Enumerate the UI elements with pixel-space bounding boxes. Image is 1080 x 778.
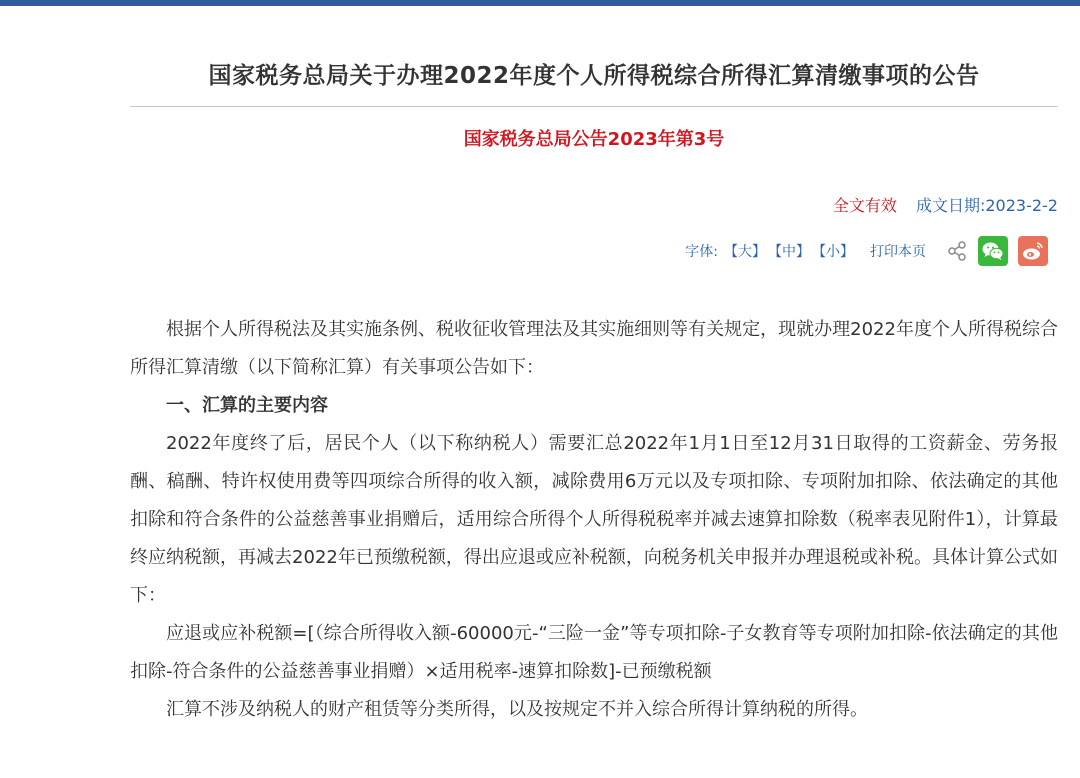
document-number: 国家税务总局公告2023年第3号 xyxy=(463,129,725,150)
font-size-large-button[interactable]: 【大】 xyxy=(724,244,766,260)
document-meta xyxy=(833,194,1058,218)
wechat-share-button[interactable] xyxy=(978,236,1008,266)
article-body xyxy=(130,311,1058,729)
share-icon[interactable] xyxy=(946,240,968,262)
formula-paragraph: 应退或应补税额=[（综合所得收入额-60000元-“三险一金”等专项扣除-子女教育等专项附加扣除-依法确定的其他扣除-符合条件的公益慈善事业捐赠）×适用税率-速算扣除数]-已预缴税额 xyxy=(130,623,1058,682)
font-size-small-button[interactable]: 【小】 xyxy=(812,244,854,260)
section-heading: 一、汇算的主要内容 xyxy=(166,395,328,416)
paragraph: 根据个人所得税法及其实施条例、税收征收管理法及其实施细则等有关规定，现就办理2022年度个人所得税综合所得汇算清缴（以下简称汇算）有关事项公告如下： xyxy=(130,319,1058,378)
page-title: 国家税务总局关于办理2022年度个人所得税综合所得汇算清缴事项的公告 xyxy=(208,63,980,89)
wechat-icon xyxy=(981,240,1005,262)
title-divider xyxy=(130,106,1058,107)
paragraph: 汇算不涉及纳税人的财产租赁等分类所得，以及按规定不并入综合所得计算纳税的所得。 xyxy=(166,699,868,720)
issue-date: 成文日期:2023-2-2 xyxy=(915,196,1058,215)
weibo-share-button[interactable] xyxy=(1018,236,1048,266)
font-size-label: 字体: xyxy=(685,244,718,260)
weibo-icon xyxy=(1021,240,1045,262)
font-size-medium-button[interactable]: 【中】 xyxy=(768,244,810,260)
top-bar xyxy=(0,0,1080,6)
validity-status: 全文有效 xyxy=(832,196,897,215)
paragraph: 2022年度终了后，居民个人（以下称纳税人）需要汇总2022年1月1日至12月31日取得的工资薪金、劳务报酬、稿酬、特许权使用费等四项综合所得的收入额，减除费用6万元以及专项扣除、专项附加扣除、依法确定的其他扣除和符合条件的公益慈善事业捐赠后，适用综合所得个人所得税税率并减去速算扣除数（税率表见附件1），计算最终应纳税额，再减去2022年已预缴税额，得出应退或应补税额，向税务机关申报并办理退税或补税。具体计算公式如下： xyxy=(130,433,1058,606)
print-page-button[interactable]: 打印本页 xyxy=(870,244,926,260)
article-toolbar xyxy=(685,236,1048,266)
